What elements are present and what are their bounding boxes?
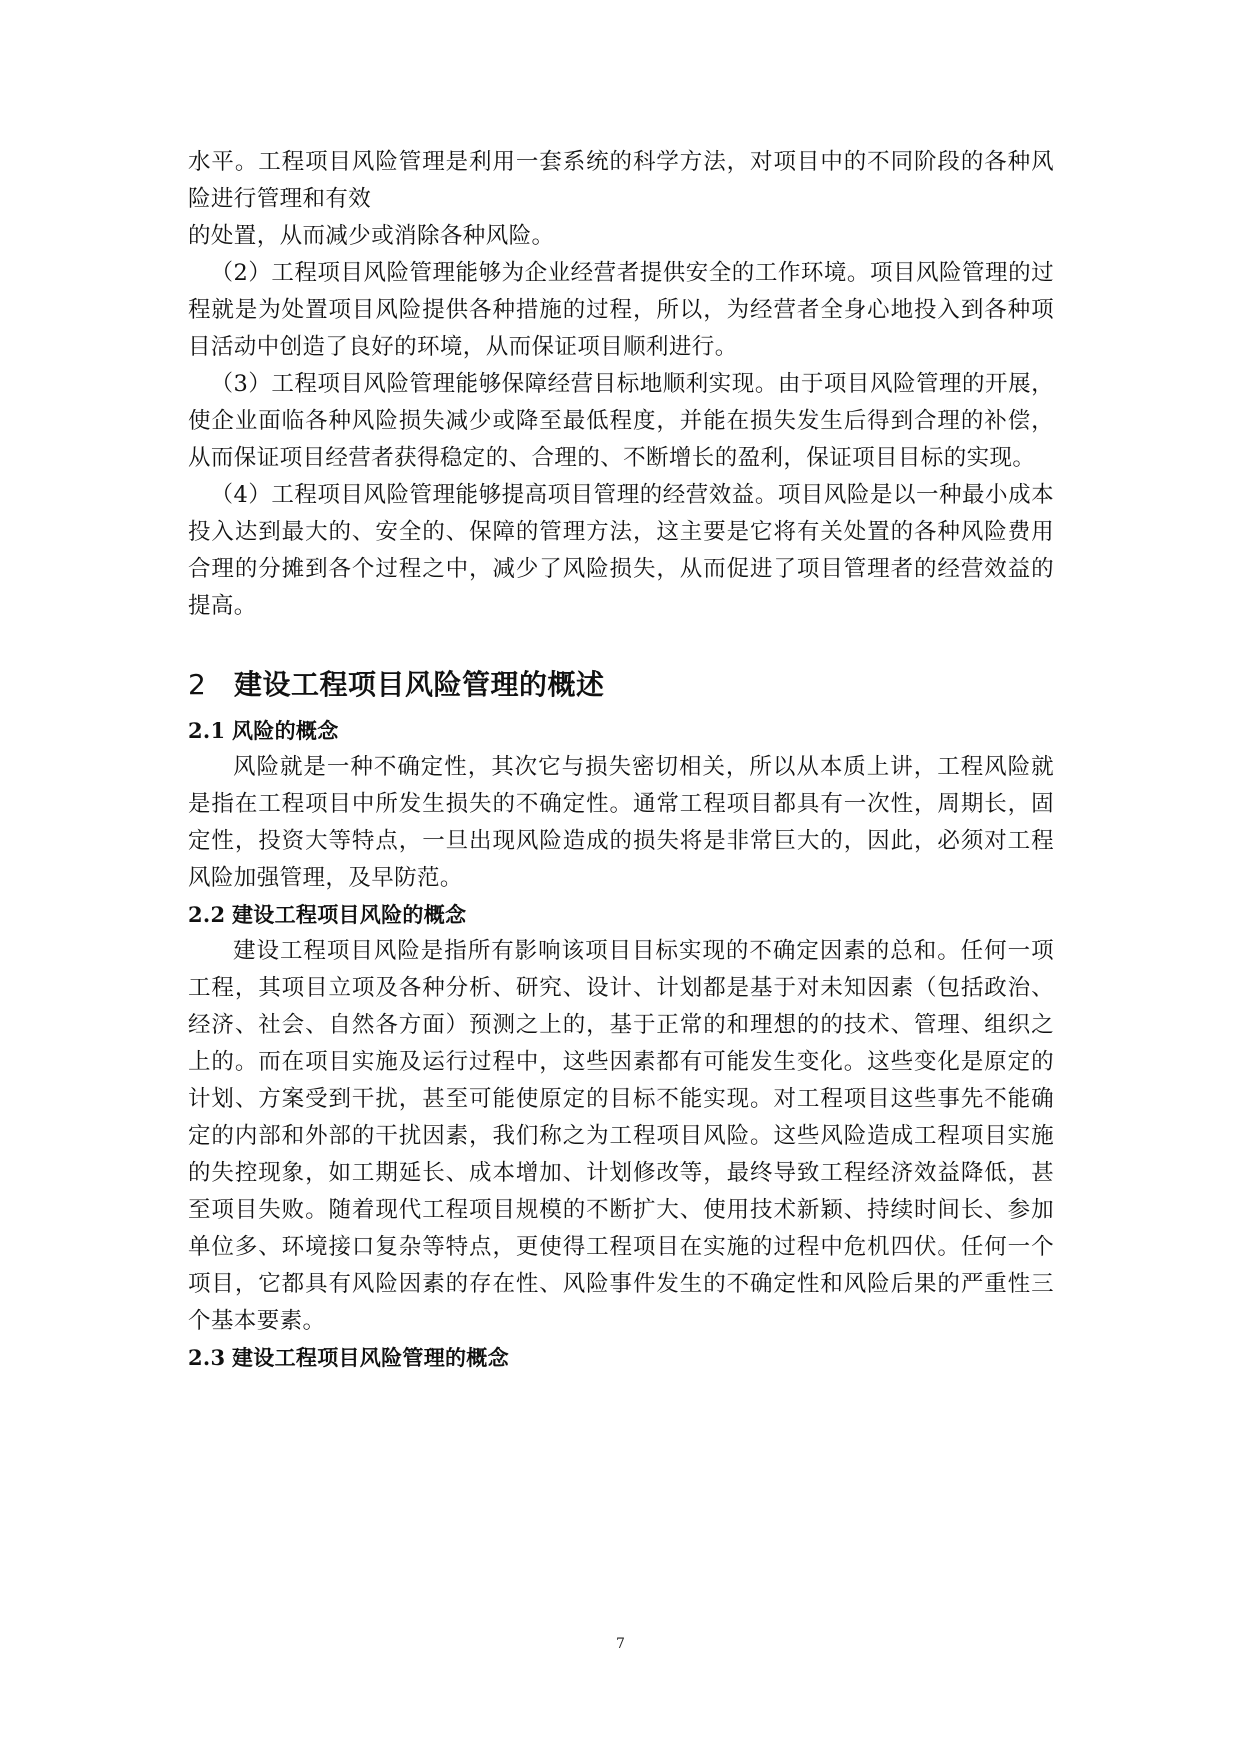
subsection-2-3-title: 建设工程项目风险管理的概念 [232, 1345, 509, 1370]
subsection-2-2-body: 建设工程项目风险是指所有影响该项目目标实现的不确定因素的总和。任何一项工程，其项目立项及各种分析、研究、设计、计划都是基于对未知因素（包括政治、经济、社会、自然各方面）预测之上的，基于正常的和理想的的技术、管理、组织之上的。而在项目实施及运行过程中，这些因素都有可能发生变化。这些变化是原定的计划、方案受到干扰，甚至可能使原定的目标不能实现。对工程项目这些事先不能确定的内部和外部的干扰因素，我们称之为工程项目风险。这些风险造成工程项目实施的失控现象，如工期延长、成本增加、计划修改等，最终导致工程经济效益降低，甚至项目失败。随着现代工程项目规模的不断扩大、使用技术新颖、持续时间长、参加单位多、环境接口复杂等特点，更使得工程项目在实施的过程中危机四伏。任何一个项目，它都具有风险因素的存在性、风险事件发生的不确定性和风险后果的严重性三个基本要素。 [188, 938, 1054, 1334]
subsection-2-2-title: 建设工程项目风险的概念 [232, 902, 467, 927]
subsection-2-1-heading [188, 713, 1054, 749]
subsection-2-1-title: 风险的概念 [232, 718, 339, 743]
paragraph-intro-end: 的处置，从而减少或消除各种风险。 [188, 223, 555, 249]
paragraph-point-4: （4）工程项目风险管理能够提高项目管理的经营效益。项目风险是以一种最小成本投入达到最大的、安全的、保障的管理方法，这主要是它将有关处置的各种风险费用合理的分摊到各个过程之中，减少了风险损失，从而促进了项目管理者的经营效益的提高。 [188, 482, 1054, 619]
page-content [188, 144, 1054, 1376]
subsection-2-3-number: 2.3 [188, 1345, 226, 1370]
subsection-2-2-heading [188, 897, 1054, 933]
paragraph-intro-continuation: 水平。工程项目风险管理是利用一套系统的科学方法，对项目中的不同阶段的各种风险进行管理和有效 [188, 149, 1054, 212]
paragraph-point-2: （2）工程项目风险管理能够为企业经营者提供安全的工作环境。项目风险管理的过程就是为处置项目风险提供各种措施的过程，所以，为经营者全身心地投入到各种项目活动中创造了良好的环境，从而保证项目顺利进行。 [188, 260, 1054, 360]
section-2-number: 2 [188, 668, 207, 701]
subsection-2-3-heading [188, 1340, 1054, 1376]
subsection-2-1-number: 2.1 [188, 718, 226, 743]
subsection-2-2-number: 2.2 [188, 902, 226, 927]
section-2-title: 建设工程项目风险管理的概述 [234, 668, 605, 701]
page-number: 7 [616, 1636, 625, 1652]
paragraph-point-3: （3）工程项目风险管理能够保障经营目标地顺利实现。由于项目风险管理的开展，使企业面临各种风险损失减少或降至最低程度，并能在损失发生后得到合理的补偿，从而保证项目经营者获得稳定的、合理的、不断增长的盈利，保证项目目标的实现。 [188, 371, 1054, 471]
section-2-heading [188, 665, 1054, 705]
subsection-2-1-body: 风险就是一种不确定性，其次它与损失密切相关，所以从本质上讲，工程风险就是指在工程项目中所发生损失的不确定性。通常工程项目都具有一次性，周期长，固定性，投资大等特点，一旦出现风险造成的损失将是非常巨大的，因此，必须对工程风险加强管理，及早防范。 [188, 754, 1054, 891]
